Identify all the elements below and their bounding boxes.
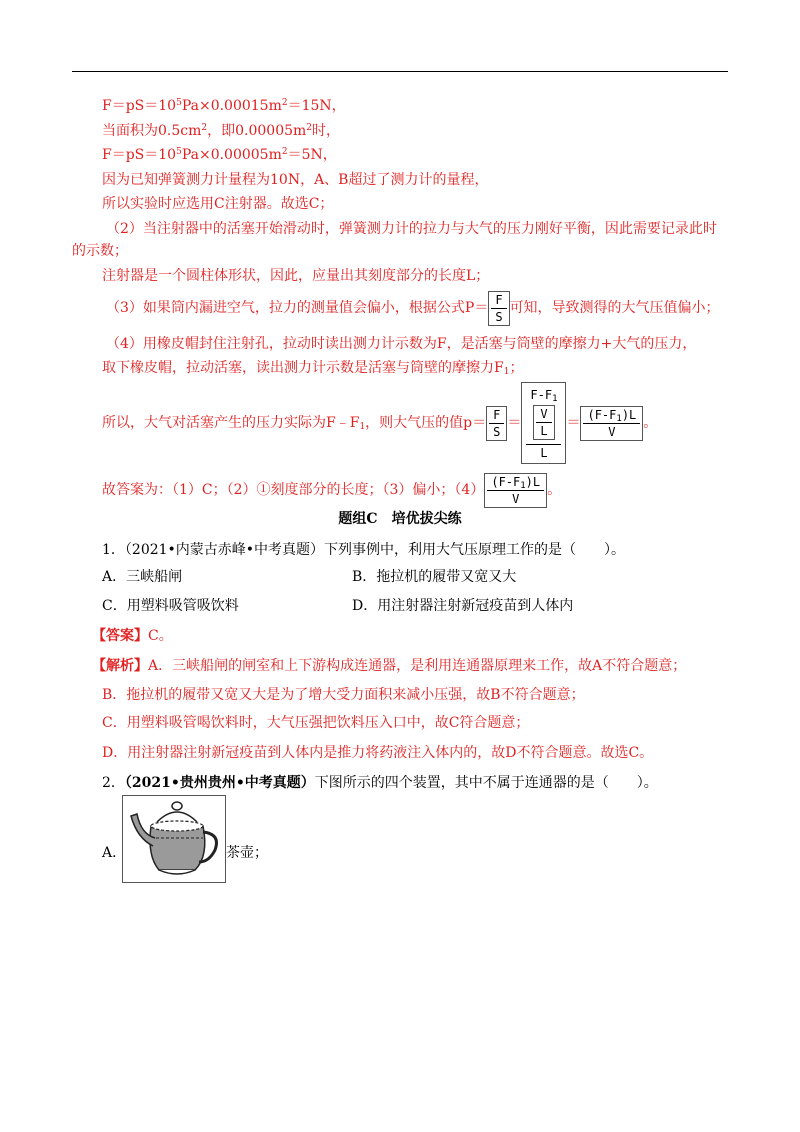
question-1-stem: 1．（2021•内蒙古赤峰•中考真题）下列事例中，利用大气压原理工作的是（ ）。 [102, 542, 626, 558]
solution-part4-line-1: （4）用橡皮帽封住注射孔，拉动时读出测力计示数为F，是活塞与筒壁的摩擦力+大气的压力， [106, 336, 697, 352]
solution-part2-line-1: （2）当注射器中的活塞开始滑动时，弹簧测力计的拉力与大气的压力刚好平衡，因此需要记录此时 [106, 221, 717, 237]
q2-option-a-caption: 茶壶； [226, 845, 268, 861]
teapot-image [122, 795, 226, 883]
q1-analysis-b: B．拖拉机的履带又宽又大是为了增大受力面积来减小压强，故B不符合题意； [102, 687, 585, 703]
fraction-F-over-S: $\frac{F}{S}$ [488, 291, 509, 326]
question-2-stem: 2．（2021•贵州贵州•中考真题）下图所示的四个装置，其中不属于连通器的是（ ）。 [102, 775, 658, 791]
q1-option-c: C．用塑料吸管吸饮料 [102, 598, 239, 614]
q1-answer: 【答案】C。 [92, 628, 173, 644]
q1-analysis-a: 【解析】A．三峡船闸的闸室和上下游构成连通器，是利用连通器原理来工作，故A不符合题意； [92, 658, 687, 674]
solution-pressure-formula-line: 所以，大气对活塞产生的压力实际为$F﹣F_1$，则大气压的值p＝ $\frac{F}{S}$ ＝ $F-F_1$ $\frac{V}{L}$ L ＝ $\frac{(F-F_1)L}{V}$ 。 [102, 382, 657, 464]
q1-analysis-c: C．用塑料吸管喝饮料时，大气压强把饮料压入口中，故C符合题意； [102, 715, 530, 731]
fraction-compound: $F-F_1$ $\frac{V}{L}$ L [521, 382, 566, 464]
solution-line-7: 注射器是一个圆柱体形状，因此，应量出其刻度部分的长度L； [102, 268, 490, 284]
fraction-F-over-S-2: $\frac{F}{S}$ [486, 406, 507, 441]
fraction-answer: $\frac{(F-F_1)L}{V}$ [484, 473, 547, 508]
solution-part2-line-2: 的示数； [72, 243, 128, 259]
solution-answer-summary: 故答案为：（1）C；（2）①刻度部分的长度；（3）偏小；（4） $\frac{(F-F_1)L}{V}$ 。 [102, 474, 562, 506]
teapot-icon [123, 796, 225, 882]
section-title: 题组C 培优拔尖练 [338, 511, 462, 527]
q1-option-a: A．三峡船闸 [102, 569, 183, 585]
q1-option-b: B．拖拉机的履带又宽又大 [352, 569, 517, 585]
solution-line-2: 当面积为$0.5cm^2$，即$0.00005m^2$时， [102, 123, 341, 139]
q2-option-a-label: A． [102, 845, 127, 861]
solution-part4-line-2: 取下橡皮帽，拉动活塞，读出测力计示数是活塞与筒壁的摩擦力$F_1$； [102, 360, 524, 377]
header-rule [72, 71, 728, 72]
solution-line-5: 所以实验时应选用C注射器。故选C； [102, 196, 334, 212]
solution-line-4: 因为已知弹簧测力计量程为10N，A、B超过了测力计的量程， [102, 172, 489, 188]
solution-part3-line: （3）如果筒内漏进空气，拉力的测量值会偏小，根据公式P＝ $\frac{F}{S}$ 可知，导致测得的大气压值偏小； [106, 292, 720, 324]
fraction-final: $\frac{(F-F_1)L}{V}$ [580, 406, 643, 441]
q1-analysis-d: D．用注射器注射新冠疫苗到人体内是推力将药液注入体内的，故D不符合题意。故选C。 [102, 745, 654, 761]
solution-line-3: $F=pS=10^5Pa\times 0.00005m^2=5N$， [102, 147, 337, 163]
q1-option-d: D．用注射器注射新冠疫苗到人体内 [352, 598, 574, 614]
solution-line-1: $F=pS=10^5Pa\times 0.00015m^2=15N$， [102, 98, 346, 114]
